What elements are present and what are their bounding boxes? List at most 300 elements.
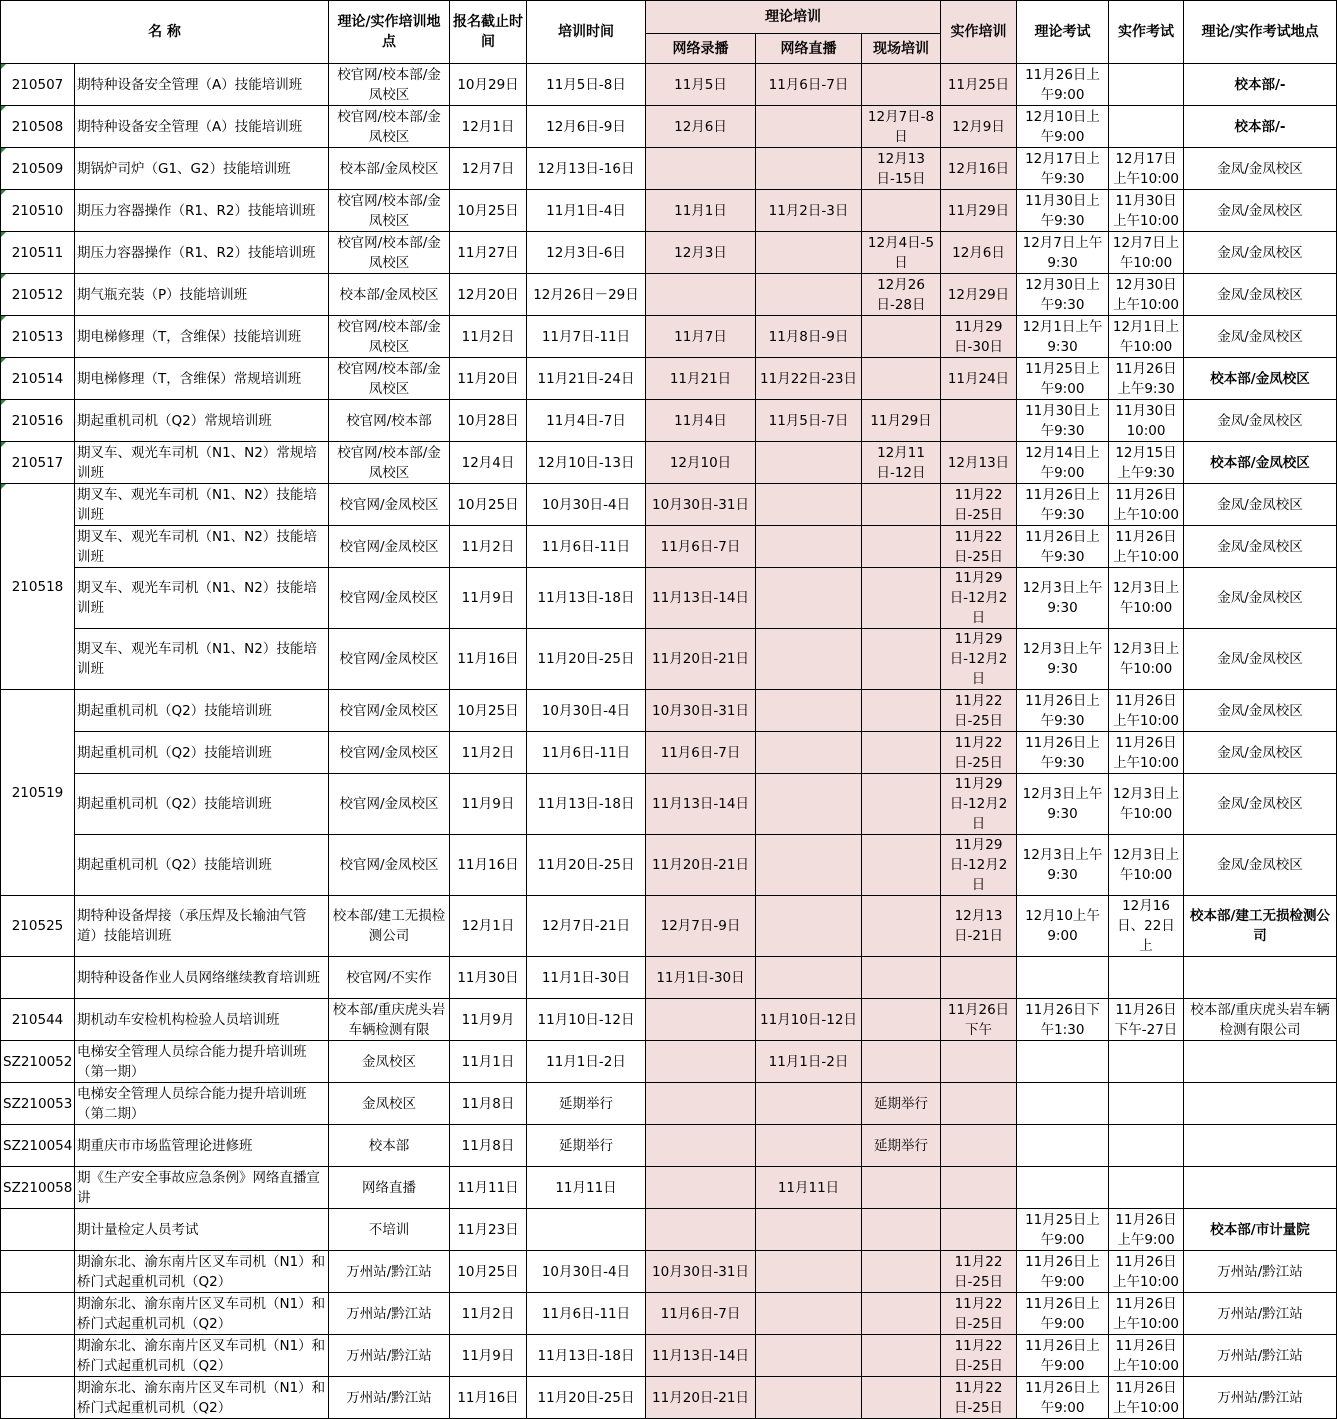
exam-location: 校本部/- [1184, 64, 1337, 106]
training-location: 校官网/校本部/金凤校区 [329, 232, 450, 274]
training-location: 校官网/校本部/金凤校区 [329, 316, 450, 358]
training-period: 10月30日-4日 [527, 1251, 646, 1293]
training-location: 校本部/建工无损检测公司 [329, 896, 450, 957]
training-period: 12月3日-6日 [527, 232, 646, 274]
theory-exam: 12月3日上午9:30 [1017, 629, 1109, 690]
course-name: 期渝东北、渝东南片区叉车司机（N1）和桥门式起重机司机（Q2） [75, 1335, 329, 1377]
training-period: 11月1日-2日 [527, 1041, 646, 1083]
practical-date: 11月29日 [941, 190, 1017, 232]
onsite-date: 12月13日-15日 [862, 148, 941, 190]
course-name: 期重庆市市场监管理论进修班 [75, 1125, 329, 1167]
course-code: SZ210052 [1, 1041, 75, 1083]
practical-exam: 11月30日上午10:00 [1109, 190, 1184, 232]
table-row [1, 442, 1337, 484]
recorded-date: 12月6日 [646, 106, 756, 148]
course-code [1, 957, 75, 999]
training-period: 12月10日-13日 [527, 442, 646, 484]
training-period: 11月20日-25日 [527, 835, 646, 896]
theory-exam: 12月30日上午9:30 [1017, 274, 1109, 316]
table-row [1, 1293, 1337, 1335]
training-location: 校官网/校本部/金凤校区 [329, 442, 450, 484]
training-period: 延期举行 [527, 1125, 646, 1167]
practical-date: 11月29日-12月2日 [941, 774, 1017, 835]
course-name: 期渝东北、渝东南片区叉车司机（N1）和桥门式起重机司机（Q2） [75, 1293, 329, 1335]
theory-exam: 11月26日上午9:00 [1017, 1293, 1109, 1335]
onsite-date: 12月26日-28日 [862, 274, 941, 316]
recorded-date [646, 1209, 756, 1251]
deadline: 11月2日 [450, 732, 527, 774]
training-location: 校本部/金凤校区 [329, 274, 450, 316]
course-name: 期叉车、观光车司机（N1、N2）技能培训班 [75, 484, 329, 526]
theory-exam: 11月26日上午9:30 [1017, 690, 1109, 732]
table-row [1, 1209, 1337, 1251]
exam-location [1184, 1041, 1337, 1083]
practical-exam: 11月26日上午9:00 [1109, 1209, 1184, 1251]
header-deadline: 报名截止时间 [450, 1, 527, 64]
live-date [756, 1377, 862, 1419]
header-live: 网络直播 [756, 34, 862, 64]
recorded-date: 11月1日-30日 [646, 957, 756, 999]
exam-location: 金凤/金凤校区 [1184, 400, 1337, 442]
theory-exam: 12月3日上午9:30 [1017, 835, 1109, 896]
practical-exam: 11月26日下午-27日 [1109, 999, 1184, 1041]
table-row [1, 835, 1337, 896]
training-location: 校官网/金凤校区 [329, 526, 450, 568]
onsite-date: 延期举行 [862, 1125, 941, 1167]
deadline: 11月23日 [450, 1209, 527, 1251]
practical-exam: 11月26日上午10:00 [1109, 1293, 1184, 1335]
onsite-date [862, 1377, 941, 1419]
header-onsite: 现场培训 [862, 34, 941, 64]
practical-date: 11月22日-25日 [941, 1377, 1017, 1419]
onsite-date [862, 999, 941, 1041]
training-period: 11月6日-11日 [527, 1293, 646, 1335]
table-row [1, 568, 1337, 629]
table-row [1, 106, 1337, 148]
exam-location [1184, 1125, 1337, 1167]
theory-exam: 11月26日下午1:30 [1017, 999, 1109, 1041]
course-name: 期特种设备安全管理（A）技能培训班 [75, 64, 329, 106]
deadline: 10月25日 [450, 484, 527, 526]
live-date [756, 106, 862, 148]
recorded-date [646, 1083, 756, 1125]
theory-exam [1017, 1167, 1109, 1209]
training-period [527, 1209, 646, 1251]
recorded-date [646, 1125, 756, 1167]
header-period: 培训时间 [527, 1, 646, 64]
course-code: SZ210054 [1, 1125, 75, 1167]
exam-location: 校本部/重庆虎头岩车辆检测有限公司 [1184, 999, 1337, 1041]
practical-exam: 11月26日上午10:00 [1109, 1377, 1184, 1419]
table-row [1, 1083, 1337, 1125]
deadline: 11月16日 [450, 1377, 527, 1419]
training-period: 11月7日-11日 [527, 316, 646, 358]
recorded-date: 11月20日-21日 [646, 1377, 756, 1419]
course-name: 期叉车、观光车司机（N1、N2）技能培训班 [75, 629, 329, 690]
table-row [1, 896, 1337, 957]
table-row [1, 999, 1337, 1041]
training-period: 11月1日-30日 [527, 957, 646, 999]
live-date [756, 442, 862, 484]
course-code: 210513 [1, 316, 75, 358]
practical-date: 11月22日-25日 [941, 1251, 1017, 1293]
exam-location: 金凤/金凤校区 [1184, 148, 1337, 190]
deadline: 11月30日 [450, 957, 527, 999]
course-code [1, 1335, 75, 1377]
exam-location: 校本部/建工无损检测公司 [1184, 896, 1337, 957]
onsite-date [862, 1041, 941, 1083]
live-date [756, 484, 862, 526]
course-code: SZ210053 [1, 1083, 75, 1125]
practical-exam: 12月30日上午10:00 [1109, 274, 1184, 316]
onsite-date [862, 1167, 941, 1209]
table-row [1, 190, 1337, 232]
recorded-date: 11月21日 [646, 358, 756, 400]
exam-location: 万州站/黔江站 [1184, 1335, 1337, 1377]
theory-exam [1017, 1125, 1109, 1167]
exam-location: 金凤/金凤校区 [1184, 190, 1337, 232]
practical-date: 12月29日 [941, 274, 1017, 316]
practical-date [941, 1125, 1017, 1167]
training-location: 校本部/重庆虎头岩车辆检测有限 [329, 999, 450, 1041]
course-name: 期起重机司机（Q2）技能培训班 [75, 835, 329, 896]
recorded-date [646, 1167, 756, 1209]
theory-exam: 12月14日上午9:00 [1017, 442, 1109, 484]
course-code: 210509 [1, 148, 75, 190]
live-date [756, 1083, 862, 1125]
live-date [756, 690, 862, 732]
exam-location: 金凤/金凤校区 [1184, 629, 1337, 690]
table-row [1, 690, 1337, 732]
recorded-date [646, 1041, 756, 1083]
live-date: 11月5日-7日 [756, 400, 862, 442]
table-row [1, 629, 1337, 690]
header-theory-exam: 理论考试 [1017, 1, 1109, 64]
exam-location: 校本部/金凤校区 [1184, 358, 1337, 400]
table-row [1, 732, 1337, 774]
training-location: 校本部/金凤校区 [329, 148, 450, 190]
recorded-date: 11月6日-7日 [646, 732, 756, 774]
training-location: 校官网/不实作 [329, 957, 450, 999]
training-location: 校官网/金凤校区 [329, 484, 450, 526]
practical-exam [1109, 64, 1184, 106]
exam-location [1184, 957, 1337, 999]
practical-date: 11月22日-25日 [941, 1335, 1017, 1377]
deadline: 10月29日 [450, 64, 527, 106]
live-date: 11月11日 [756, 1167, 862, 1209]
practical-exam: 11月26日上午10:00 [1109, 526, 1184, 568]
course-name: 期起重机司机（Q2）常规培训班 [75, 400, 329, 442]
course-name: 电梯安全管理人员综合能力提升培训班（第二期） [75, 1083, 329, 1125]
training-period: 10月30日-4日 [527, 484, 646, 526]
course-code: 210517 [1, 442, 75, 484]
course-code: 210518 [1, 484, 75, 690]
deadline: 10月25日 [450, 1251, 527, 1293]
training-location: 校官网/校本部/金凤校区 [329, 358, 450, 400]
course-name: 期电梯修理（T，含维保）技能培训班 [75, 316, 329, 358]
practical-exam: 11月26日上午9:30 [1109, 358, 1184, 400]
recorded-date: 11月20日-21日 [646, 835, 756, 896]
theory-exam: 12月3日上午9:30 [1017, 568, 1109, 629]
training-location: 网络直播 [329, 1167, 450, 1209]
course-name: 期压力容器操作（R1、R2）技能培训班 [75, 190, 329, 232]
table-row [1, 358, 1337, 400]
exam-location: 金凤/金凤校区 [1184, 774, 1337, 835]
live-date [756, 274, 862, 316]
training-period: 12月13日-16日 [527, 148, 646, 190]
recorded-date: 11月20日-21日 [646, 629, 756, 690]
exam-location [1184, 1167, 1337, 1209]
theory-exam: 11月30日上午9:30 [1017, 400, 1109, 442]
exam-location: 万州站/黔江站 [1184, 1293, 1337, 1335]
live-date [756, 1209, 862, 1251]
practical-date: 11月22日-25日 [941, 1293, 1017, 1335]
practical-date: 11月29日-30日 [941, 316, 1017, 358]
table-row [1, 1251, 1337, 1293]
practical-date: 11月25日 [941, 64, 1017, 106]
deadline: 11月9日 [450, 774, 527, 835]
theory-exam: 11月26日上午9:00 [1017, 1251, 1109, 1293]
theory-exam: 11月26日上午9:30 [1017, 526, 1109, 568]
theory-exam: 11月26日上午9:00 [1017, 1377, 1109, 1419]
practical-exam: 12月17日上午10:00 [1109, 148, 1184, 190]
theory-exam: 12月10上午9:00 [1017, 896, 1109, 957]
training-period: 12月7日-21日 [527, 896, 646, 957]
recorded-date: 11月4日 [646, 400, 756, 442]
deadline: 11月9月 [450, 999, 527, 1041]
deadline: 12月7日 [450, 148, 527, 190]
course-code: 210507 [1, 64, 75, 106]
practical-date: 11月22日-25日 [941, 690, 1017, 732]
course-code: 210516 [1, 400, 75, 442]
deadline: 11月2日 [450, 526, 527, 568]
training-location: 校官网/校本部 [329, 400, 450, 442]
course-code: 210544 [1, 999, 75, 1041]
practical-exam: 12月3日上午10:00 [1109, 774, 1184, 835]
training-location: 金凤校区 [329, 1083, 450, 1125]
onsite-date [862, 316, 941, 358]
practical-exam: 12月15日上午9:30 [1109, 442, 1184, 484]
theory-exam: 11月26日上午9:00 [1017, 64, 1109, 106]
theory-exam: 12月1日上午9:30 [1017, 316, 1109, 358]
theory-exam: 11月30日上午9:30 [1017, 190, 1109, 232]
live-date: 11月22日-23日 [756, 358, 862, 400]
training-period: 11月10日-12日 [527, 999, 646, 1041]
recorded-date [646, 274, 756, 316]
course-code [1, 1293, 75, 1335]
exam-location: 金凤/金凤校区 [1184, 274, 1337, 316]
practical-date: 12月13日 [941, 442, 1017, 484]
course-name: 期特种设备作业人员网络继续教育培训班 [75, 957, 329, 999]
practical-exam: 11月26日上午10:00 [1109, 1251, 1184, 1293]
recorded-date: 11月7日 [646, 316, 756, 358]
course-code: 210525 [1, 896, 75, 957]
training-period: 延期举行 [527, 1083, 646, 1125]
onsite-date [862, 526, 941, 568]
onsite-date [862, 484, 941, 526]
onsite-date [862, 64, 941, 106]
deadline: 11月16日 [450, 629, 527, 690]
table-row [1, 484, 1337, 526]
theory-exam [1017, 957, 1109, 999]
course-code [1, 1209, 75, 1251]
course-code: SZ210058 [1, 1167, 75, 1209]
deadline: 11月9日 [450, 568, 527, 629]
exam-location: 万州站/黔江站 [1184, 1377, 1337, 1419]
table-row [1, 1041, 1337, 1083]
practical-exam [1109, 106, 1184, 148]
table-row [1, 1335, 1337, 1377]
header-location: 理论/实作培训地点 [329, 1, 450, 64]
exam-location: 校本部/- [1184, 106, 1337, 148]
training-period: 11月20日-25日 [527, 629, 646, 690]
course-code: 210512 [1, 274, 75, 316]
onsite-date [862, 190, 941, 232]
live-date [756, 629, 862, 690]
exam-location [1184, 1083, 1337, 1125]
practical-date: 11月26日下午 [941, 999, 1017, 1041]
practical-exam: 11月26日上午10:00 [1109, 732, 1184, 774]
exam-location: 校本部/市计量院 [1184, 1209, 1337, 1251]
onsite-date [862, 1209, 941, 1251]
table-row [1, 316, 1337, 358]
theory-exam [1017, 1083, 1109, 1125]
course-name: 期《生产安全事故应急条例》网络直播宣讲 [75, 1167, 329, 1209]
practical-exam [1109, 1125, 1184, 1167]
practical-exam: 11月30日10:00 [1109, 400, 1184, 442]
onsite-date [862, 1335, 941, 1377]
exam-location: 金凤/金凤校区 [1184, 526, 1337, 568]
header-name: 名 称 [1, 1, 329, 64]
practical-date [941, 1041, 1017, 1083]
practical-exam [1109, 1167, 1184, 1209]
practical-exam [1109, 957, 1184, 999]
course-name: 期起重机司机（Q2）技能培训班 [75, 732, 329, 774]
exam-location: 校本部/金凤校区 [1184, 442, 1337, 484]
exam-location: 万州站/黔江站 [1184, 1251, 1337, 1293]
deadline: 10月28日 [450, 400, 527, 442]
live-date [756, 896, 862, 957]
recorded-date [646, 148, 756, 190]
practical-date: 11月22日-25日 [941, 484, 1017, 526]
course-name: 期叉车、观光车司机（N1、N2）常规培训班 [75, 442, 329, 484]
practical-date: 11月24日 [941, 358, 1017, 400]
exam-location: 金凤/金凤校区 [1184, 484, 1337, 526]
deadline: 11月11日 [450, 1167, 527, 1209]
exam-location: 金凤/金凤校区 [1184, 316, 1337, 358]
training-period: 11月13日-18日 [527, 774, 646, 835]
deadline: 11月8日 [450, 1083, 527, 1125]
theory-exam: 11月25日上午9:00 [1017, 358, 1109, 400]
training-location: 校本部 [329, 1125, 450, 1167]
training-location: 校官网/金凤校区 [329, 690, 450, 732]
table-row [1, 774, 1337, 835]
table-row [1, 148, 1337, 190]
onsite-date [862, 1293, 941, 1335]
practical-exam: 12月3日上午10:00 [1109, 568, 1184, 629]
training-location: 万州站/黔江站 [329, 1251, 450, 1293]
training-location: 校官网/校本部/金凤校区 [329, 106, 450, 148]
recorded-date: 12月7日-9日 [646, 896, 756, 957]
training-period: 10月30日-4日 [527, 690, 646, 732]
onsite-date [862, 568, 941, 629]
course-code [1, 1251, 75, 1293]
course-name: 期特种设备焊接（承压焊及长输油气管道）技能培训班 [75, 896, 329, 957]
onsite-date: 12月7日-8日 [862, 106, 941, 148]
deadline: 11月9日 [450, 1335, 527, 1377]
theory-exam: 11月26日上午9:30 [1017, 484, 1109, 526]
table-row [1, 64, 1337, 106]
recorded-date: 12月10日 [646, 442, 756, 484]
practical-date: 11月22日-25日 [941, 526, 1017, 568]
onsite-date: 延期举行 [862, 1083, 941, 1125]
course-name: 期叉车、观光车司机（N1、N2）技能培训班 [75, 526, 329, 568]
training-location: 金凤校区 [329, 1041, 450, 1083]
training-location: 万州站/黔江站 [329, 1377, 450, 1419]
practical-exam: 12月3日上午10:00 [1109, 629, 1184, 690]
practical-exam [1109, 1083, 1184, 1125]
training-period: 11月5日-8日 [527, 64, 646, 106]
recorded-date: 11月6日-7日 [646, 1293, 756, 1335]
training-period: 11月21日-24日 [527, 358, 646, 400]
course-code: 210510 [1, 190, 75, 232]
table-row [1, 232, 1337, 274]
training-location: 不培训 [329, 1209, 450, 1251]
practical-date [941, 1167, 1017, 1209]
recorded-date: 11月6日-7日 [646, 526, 756, 568]
course-name: 期机动车安检机构检验人员培训班 [75, 999, 329, 1041]
deadline: 11月2日 [450, 1293, 527, 1335]
recorded-date: 10月30日-31日 [646, 484, 756, 526]
training-location: 校官网/金凤校区 [329, 629, 450, 690]
exam-location: 金凤/金凤校区 [1184, 232, 1337, 274]
course-name: 期起重机司机（Q2）技能培训班 [75, 690, 329, 732]
training-location: 校官网/金凤校区 [329, 774, 450, 835]
live-date [756, 774, 862, 835]
exam-location: 金凤/金凤校区 [1184, 568, 1337, 629]
training-period: 11月20日-25日 [527, 1377, 646, 1419]
live-date [756, 957, 862, 999]
course-name: 期特种设备安全管理（A）技能培训班 [75, 106, 329, 148]
course-name: 期渝东北、渝东南片区叉车司机（N1）和桥门式起重机司机（Q2） [75, 1377, 329, 1419]
deadline: 11月8日 [450, 1125, 527, 1167]
live-date [756, 1335, 862, 1377]
live-date: 11月6日-7日 [756, 64, 862, 106]
deadline: 11月1日 [450, 1041, 527, 1083]
practical-date: 12月13日-21日 [941, 896, 1017, 957]
training-location: 校官网/校本部/金凤校区 [329, 190, 450, 232]
training-location: 校官网/金凤校区 [329, 568, 450, 629]
onsite-date [862, 732, 941, 774]
course-code: 210514 [1, 358, 75, 400]
live-date [756, 1293, 862, 1335]
theory-exam: 11月26日上午9:00 [1017, 1335, 1109, 1377]
deadline: 12月1日 [450, 896, 527, 957]
training-period: 12月26日－29日 [527, 274, 646, 316]
recorded-date: 10月30日-31日 [646, 690, 756, 732]
onsite-date [862, 774, 941, 835]
onsite-date [862, 1251, 941, 1293]
course-name: 期锅炉司炉（G1、G2）技能培训班 [75, 148, 329, 190]
live-date [756, 148, 862, 190]
theory-exam: 12月3日上午9:30 [1017, 774, 1109, 835]
recorded-date: 11月13日-14日 [646, 1335, 756, 1377]
practical-exam [1109, 1041, 1184, 1083]
course-name: 期起重机司机（Q2）技能培训班 [75, 774, 329, 835]
onsite-date: 12月4日-5日 [862, 232, 941, 274]
deadline: 11月2日 [450, 316, 527, 358]
training-location: 校官网/校本部/金凤校区 [329, 64, 450, 106]
